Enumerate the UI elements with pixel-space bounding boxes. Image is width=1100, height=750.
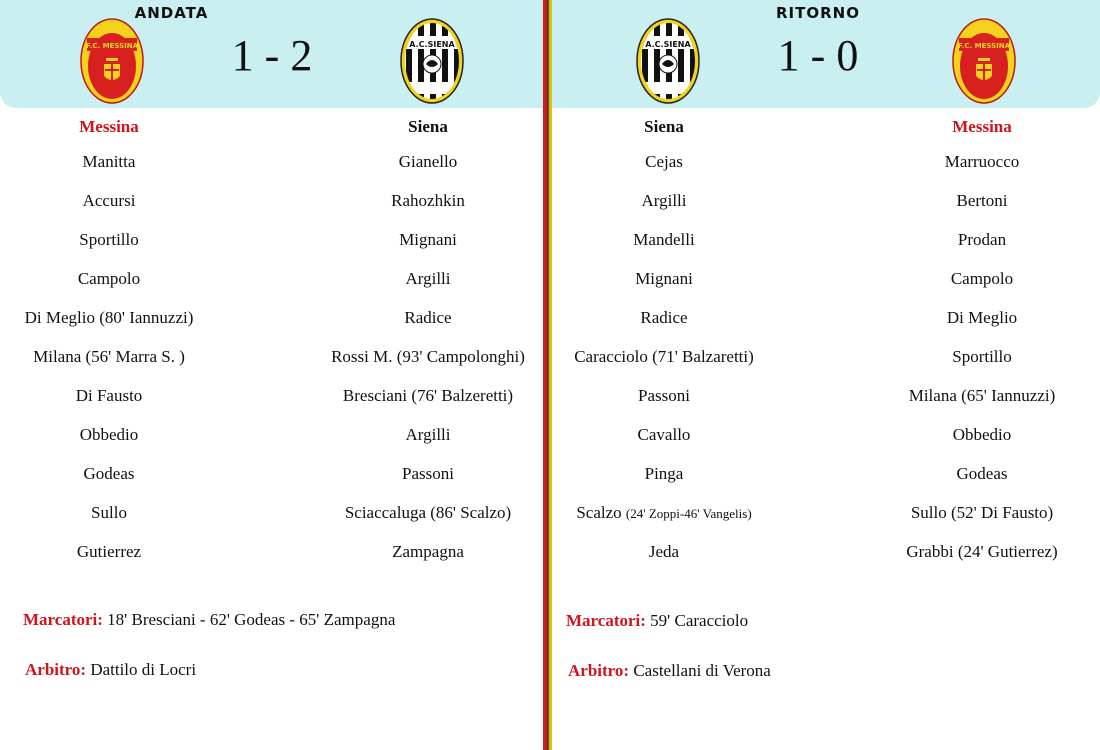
andata-arbitro-value: Dattilo di Locri [90,660,197,679]
ritorno-marcatori-label: Marcatori: [566,611,646,630]
ritorno-away-crest-text: F.C. MESSINA [957,42,1011,50]
player: Caracciolo (71' Balzaretti) [574,347,754,366]
andata-arbitro-label: Arbitro: [25,660,87,679]
ritorno-away-team-name: Messina [952,117,1012,136]
ritorno-panel [552,0,1100,750]
andata-panel [0,0,543,750]
player: Passoni [638,386,690,405]
ritorno-away-lineup [837,114,1100,580]
player: Argilli [405,425,451,444]
ritorno-home-crest-text: A.C.SIENA [645,40,691,49]
player: Mandelli [633,230,695,249]
player: Prodan [957,230,1007,249]
andata-home-crest-text: F.C. MESSINA [85,42,139,50]
player: Sciaccaluga (86' Scalzo) [344,503,512,522]
player: Radice [640,308,688,327]
andata-marcatori [23,610,395,630]
player: Bresciani (76' Balzeretti) [342,386,514,405]
ritorno-home-lineup [519,114,809,580]
ritorno-arbitro [568,661,771,681]
player: Pinga [644,464,684,483]
player: Milana (56' Marra S. ) [33,347,185,366]
andata-home-lineup [0,114,254,580]
player: Grabbi (24' Gutierrez) [906,542,1058,561]
player: Marruocco [944,152,1020,171]
ritorno-marcatori [566,611,748,631]
player: Di Fausto [75,386,143,405]
ritorno-score: 1 - 0 [777,31,859,80]
player: Argilli [641,191,687,210]
player: Sullo [91,503,127,522]
player: Passoni [402,464,454,483]
player: Mignani [399,230,457,249]
player: Manitta [82,152,136,171]
player: Jeda [648,542,680,561]
player: Obbedio [952,425,1012,444]
player: Rossi M. (93' Campolonghi) [331,347,525,366]
player: Sullo (52' Di Fausto) [910,503,1054,522]
player: Di Meglio (80' Iannuzzi) [24,308,194,327]
player-sub: (24' Zoppi-46' Vangelis) [625,506,752,521]
andata-header [0,0,543,108]
player [519,502,809,541]
andata-marcatori-label: Marcatori: [23,610,103,629]
andata-marcatori-value: 18' Bresciani - 62' Godeas - 65' Zampagna [107,610,396,629]
andata-away-team-name: Siena [408,117,448,136]
player: Godeas [83,464,135,483]
player: Cavallo [637,425,691,444]
messina-crest-icon [952,18,1016,104]
ritorno-arbitro-value: Castellani di Verona [633,661,771,680]
player: Godeas [956,464,1008,483]
player: Cejas [645,152,683,171]
player: Zampagna [392,542,464,561]
player: Rahozhkin [391,191,465,210]
player: Obbedio [79,425,139,444]
andata-score-box [134,0,372,81]
messina-crest-icon [80,18,144,104]
player: Sportillo [952,347,1012,366]
ritorno-score-box [718,0,918,81]
player: Gianello [398,152,458,171]
player: Milana (65' Iannuzzi) [908,386,1056,405]
ritorno-home-team-name: Siena [644,117,684,136]
player: Di Meglio [946,308,1018,327]
siena-crest-icon [400,18,464,104]
player: Campolo [950,269,1014,288]
player-name: Scalzo [576,503,622,522]
andata-away-crest-text: A.C.SIENA [409,40,455,49]
ritorno-header [552,0,1100,108]
player: Campolo [77,269,141,288]
player: Bertoni [956,191,1008,210]
andata-score: 1 - 2 [231,31,313,80]
player: Argilli [405,269,451,288]
siena-crest-icon [636,18,700,104]
ritorno-phase-title: RITORNO [776,4,860,22]
player: Mignani [635,269,693,288]
ritorno-arbitro-label: Arbitro: [568,661,630,680]
player: Radice [404,308,452,327]
player: Gutierrez [76,542,142,561]
andata-arbitro [25,660,196,680]
player: Sportillo [79,230,139,249]
player: Accursi [82,191,136,210]
andata-home-team-name: Messina [79,117,139,136]
andata-phase-title: ANDATA [134,4,209,22]
ritorno-marcatori-value: 59' Caracciolo [650,611,749,630]
